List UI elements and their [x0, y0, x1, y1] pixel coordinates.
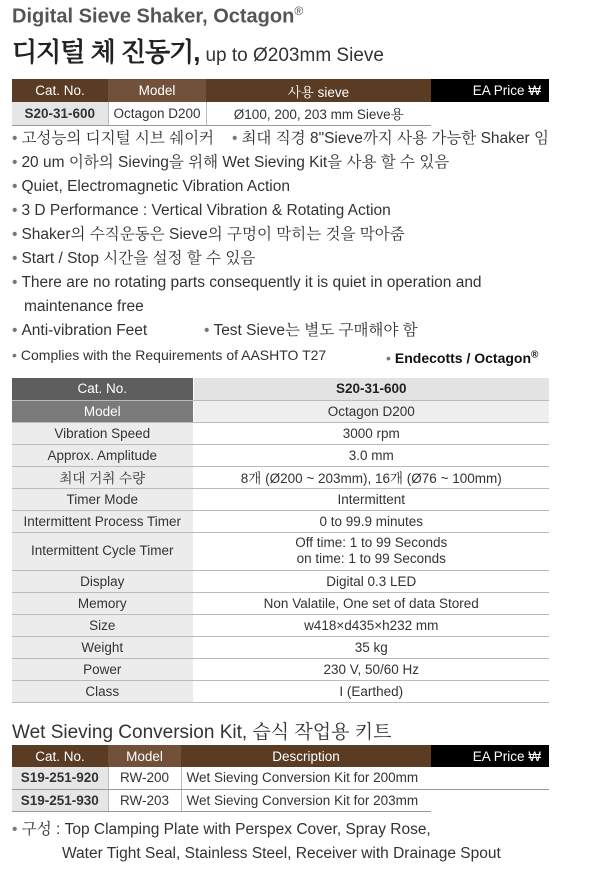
spec-table: [12, 378, 549, 703]
composition-line: Water Tight Seal, Stainless Steel, Receiver with Drainage Spout: [62, 845, 501, 862]
bullet-icon: •: [12, 154, 18, 171]
bullet-icon: •: [12, 250, 18, 267]
spec-value: 8개 (Ø200 ~ 203mm), 16개 (Ø76 ~ 100mm): [193, 466, 549, 488]
spec-label: Cat. No.: [12, 378, 193, 400]
list-item: • Anti-vibration Feet • Test Sieve는 별도 구매해야 함: [12, 322, 418, 339]
bullet-icon: •: [12, 202, 18, 219]
spec-label: Timer Mode: [12, 488, 193, 510]
description-cell: Wet Sieving Conversion Kit for 200mm: [181, 767, 431, 789]
col-price: EA Price ₩: [431, 79, 549, 102]
col-sieve: 사용 sieve: [206, 79, 431, 102]
table-row: [12, 422, 549, 444]
spec-value: 35 kg: [193, 636, 549, 658]
bullet-icon: •: [12, 178, 18, 195]
bullet-icon: •: [204, 322, 210, 339]
list-item: • Start / Stop 시간을 설정 할 수 있음: [12, 250, 256, 267]
list-item: • Complies with the Requirements of AASHTO T27 • Endecotts / Octagon®: [12, 347, 539, 366]
table-row: [12, 102, 549, 125]
list-item: • There are no rotating parts consequently it is quiet in operation and: [12, 274, 482, 291]
order-table-header: [12, 79, 549, 102]
sieve-cell: Ø100, 200, 203 mm Sieve용: [206, 102, 431, 125]
table-row: [12, 444, 549, 466]
spec-label: Power: [12, 658, 193, 680]
table-row: [12, 510, 549, 532]
spec-value: 230 V, 50/60 Hz: [193, 658, 549, 680]
spec-label: Class: [12, 680, 193, 702]
price-cell: [431, 767, 549, 789]
spec-value: Off time: 1 to 99 Seconds on time: 1 to 99 Seconds: [193, 532, 549, 570]
table-row: [12, 767, 549, 789]
spec-label: Approx. Amplitude: [12, 444, 193, 466]
spec-value: Octagon D200: [193, 400, 549, 422]
spec-label: Intermittent Cycle Timer: [12, 532, 193, 570]
table-row: [12, 789, 549, 811]
spec-value: Digital 0.3 LED: [193, 570, 549, 592]
spec-label: Size: [12, 614, 193, 636]
spec-value: 0 to 99.9 minutes: [193, 510, 549, 532]
table-row: [12, 614, 549, 636]
table-row: [12, 592, 549, 614]
page-title: [12, 4, 303, 29]
section-title: Wet Sieving Conversion Kit, 습식 작업용 키트: [12, 722, 392, 743]
col-model: Model: [108, 745, 181, 767]
bullet-icon: •: [386, 349, 391, 366]
spec-value: 3.0 mm: [193, 444, 549, 466]
model-cell: RW-200: [108, 767, 181, 789]
spec-label: Memory: [12, 592, 193, 614]
col-price: EA Price ₩: [431, 745, 549, 767]
list-item-continued: maintenance free: [24, 298, 144, 315]
composition-line: • 구성 : Top Clamping Plate with Perspex Cover, Spray Rose,: [12, 821, 431, 838]
spec-label: Model: [12, 400, 193, 422]
col-description: Description: [181, 745, 431, 767]
feature-list: [12, 127, 572, 367]
spec-value: 3000 rpm: [193, 422, 549, 444]
title-korean: 디지털 체 진동기,: [12, 37, 200, 67]
col-cat-no: Cat. No.: [12, 79, 108, 102]
bullet-icon: •: [12, 322, 18, 339]
spec-label: Intermittent Process Timer: [12, 510, 193, 532]
spec-label: 최대 거취 수량: [12, 466, 193, 488]
bullet-icon: •: [12, 130, 18, 147]
cat-no-cell: S19-251-920: [12, 767, 108, 789]
spec-value: Intermittent: [193, 488, 549, 510]
description-cell: Wet Sieving Conversion Kit for 203mm: [181, 789, 431, 811]
spec-value: w418×d435×h232 mm: [193, 614, 549, 636]
table-row: [12, 532, 549, 570]
col-model: Model: [108, 79, 206, 102]
kit-table: [12, 745, 549, 812]
kit-table-header: [12, 745, 549, 767]
table-row: [12, 488, 549, 510]
col-cat-no: Cat. No.: [12, 745, 108, 767]
bullet-icon: •: [12, 274, 18, 291]
model-cell: RW-203: [108, 789, 181, 811]
spec-label: Vibration Speed: [12, 422, 193, 444]
list-item: • 고성능의 디지털 시브 쉐이커 • 최대 직경 8"Sieve까지 사용 가능한 Shaker 임: [12, 130, 549, 147]
composition-note: [12, 818, 501, 866]
table-row: [12, 570, 549, 592]
registered-mark: ®: [294, 4, 304, 18]
spec-label: Weight: [12, 636, 193, 658]
title-english: Digital Sieve Shaker, Octagon: [12, 5, 295, 28]
cat-no-cell: S19-251-930: [12, 789, 108, 811]
list-item: • Shaker의 수직운동은 Sieve의 구멍이 막히는 것을 막아줌: [12, 226, 405, 243]
spec-header-row: [12, 378, 549, 400]
spec-label: Display: [12, 570, 193, 592]
bullet-icon: •: [12, 226, 18, 243]
spec-value: I (Earthed): [193, 680, 549, 702]
title-size: up to Ø203mm Sieve: [205, 45, 384, 66]
spec-value: S20-31-600: [193, 378, 549, 400]
page-subtitle: [12, 32, 384, 69]
table-row: [12, 680, 549, 702]
list-item: • Quiet, Electromagnetic Vibration Action: [12, 178, 290, 195]
price-cell: [431, 789, 549, 811]
bullet-icon: •: [12, 347, 17, 363]
table-row: [12, 636, 549, 658]
order-table: [12, 79, 549, 126]
spec-value: Non Valatile, One set of data Stored: [193, 592, 549, 614]
price-cell: [431, 102, 549, 125]
table-row: [12, 658, 549, 680]
table-row: [12, 400, 549, 422]
table-row: [12, 466, 549, 488]
bullet-icon: •: [232, 130, 238, 147]
cat-no-cell: S20-31-600: [12, 102, 108, 125]
brand-label: Endecotts / Octagon®: [394, 349, 539, 366]
bullet-icon: •: [12, 821, 22, 838]
model-cell: Octagon D200: [108, 102, 206, 125]
list-item: • 3 D Performance : Vertical Vibration & Rotating Action: [12, 202, 391, 219]
list-item: • 20 um 이하의 Sieving을 위해 Wet Sieving Kit을 사용 할 수 있음: [12, 154, 450, 171]
